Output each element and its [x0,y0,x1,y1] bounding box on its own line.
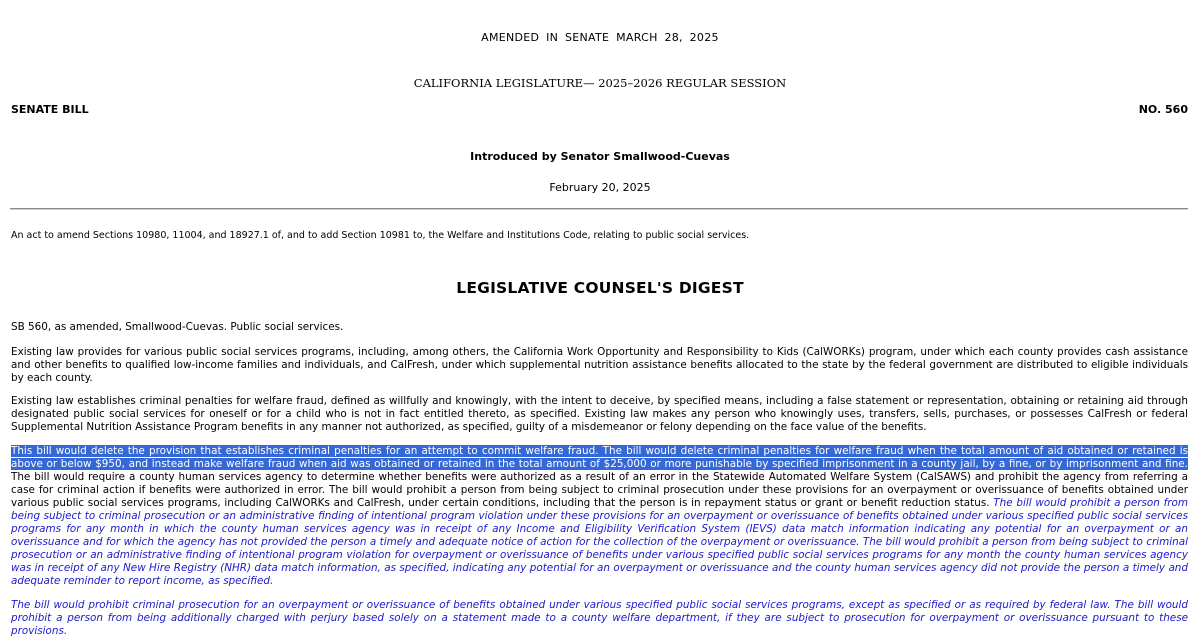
session-title: CALIFORNIA LEGISLATURE— 2025–2026 REGULAR SESSION [413,76,787,90]
amended-date-line: AMENDED IN SENATE MARCH 28, 2025 [481,31,719,44]
digest-summary: SB 560, as amended, Smallwood-Cuevas. Public social services. [11,321,344,333]
digest-paragraph-existing-penalties: Existing law establishes criminal penalties for welfare fraud, defined as willfully and knowingly, with the intent to deceive, by specified means, including a false statement or representation, obtaining or retaining aid through designated public social services for oneself or for a child who is not in fact entitled thereto, as specified. Existing law makes any person who knowingly uses, transfers, sells, purchases, or possesses CalFresh or federal Supplemental Nutrition Assistance Program benefits in any manner not authorized, as specified, guilty of a misdemeanor or felony depending on the face value of the benefits. [11,395,1188,433]
amended-inserted-text: The bill would prohibit a person from being subject to criminal prosecution or an administrative finding of intentional program violation under these provisions for an overpayment or overissuance of benefits obtained under various specified public social services programs for any month in which the county human services agency was in receipt of any Income and Eligibility Verification System (IEVS) data match information indicating any potential for an overpayment or an overissuance and for which the agency has not provided the person a timely and adequate notice of action for the collection of the overpayment or overissuance. The bill would prohibit a person from being subject to criminal prosecution or an administrative finding of intentional program violation for overpayment or overissuance of benefits under various specified public social services programs for any month the county human services agency was in receipt of any New Hire Registry (NHR) data match information, as specified, indicating any potential for an overpayment or overissuance and the county human services agency did not provide the person a timely and adequate reminder to report income, as specified. [11,497,1189,587]
plain-text: The bill would require a county human services agency to determine whether benefits were authorized as a result of an error in the Statewide Automated Welfare System (CalSAWS) and prohibit the agency from referring a case for criminal action if benefits were authorized in error. The bill would prohibit a person from being subject to criminal prosecution under these provisions for an overpayment or overissuance of benefits obtained under various public social services programs, including CalWORKs and CalFresh, under certain conditions, including that the person is in repayment status or grant or benefit reduction status. [11,471,1188,509]
digest-paragraph-bill-changes[interactable] [11,445,1188,588]
bill-type: SENATE BILL [11,103,89,116]
bill-number: NO. 560 [1138,103,1188,116]
selected-text[interactable]: This bill would delete the provision that establishes criminal penalties for an attempt to commit welfare fraud. The bill would delete criminal penalties for welfare fraud when the total amount of aid obtained or retained is above or below $950, and instead make welfare fraud when aid was obtained or retained in the total amount of $25,000 or more punishable by specified imprisonment in a county jail, by a fine, or by imprisonment and fine. [11,445,1188,470]
digest-paragraph-existing-programs: Existing law provides for various public social services programs, including, among others, the California Work Opportunity and Responsibility to Kids (CalWORKs) program, under which each county provides cash assistance and other benefits to qualified low-income families and individuals, and CalFresh, under which supplemental nutrition assistance benefits allocated to the state by the federal government are distributed to eligible individuals by each county. [11,346,1188,384]
digest-heading: LEGISLATIVE COUNSEL'S DIGEST [456,279,744,297]
amended-inserted-text: The bill would prohibit criminal prosecution for an overpayment or overissuance of benefits obtained under various specified public social services programs, except as specified or as required by federal law. The bill would prohibit a person from being additionally charged with perjury based solely on a statement made to a county welfare department, if they are subject to prosecution for overpayment or overissuance pursuant to these provisions. [11,599,1188,637]
act-title: An act to amend Sections 10980, 11004, and 18927.1 of, and to add Section 10981 to, the Welfare and Institutions Code, relating to public social services. [11,230,750,241]
digest-paragraph-prosecution [11,599,1188,638]
introduced-by: Introduced by Senator Smallwood-Cuevas [470,150,730,163]
header-divider [10,208,1188,210]
introduction-date: February 20, 2025 [549,181,651,194]
bill-identifier-row [11,103,1188,116]
